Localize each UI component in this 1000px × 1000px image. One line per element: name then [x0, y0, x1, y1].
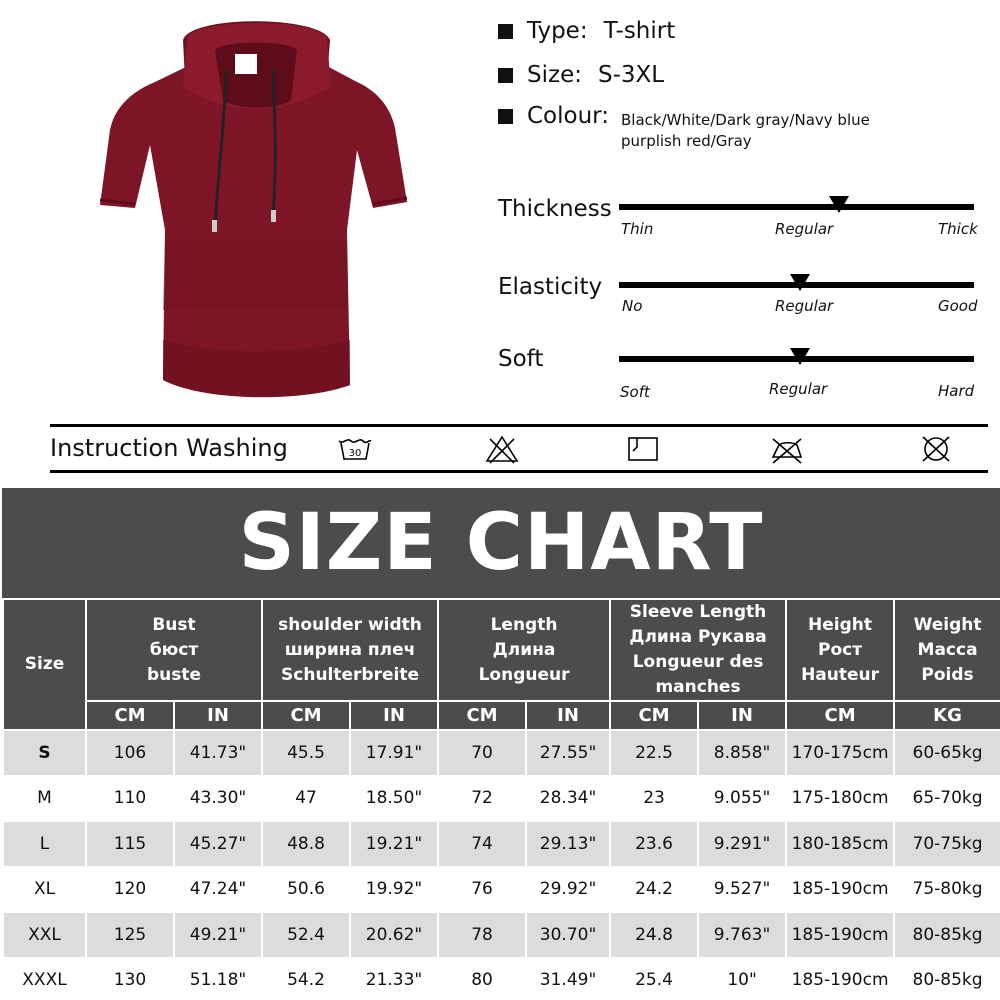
value-cell: 75-80kg: [894, 867, 1000, 913]
spec-size-value: S-3XL: [597, 62, 665, 88]
value-cell: 47: [262, 776, 350, 822]
spec-type-label: Type:: [527, 18, 588, 44]
spec-colour: [498, 103, 625, 129]
size-cell: S: [3, 730, 86, 776]
table-header-row: [3, 599, 1000, 701]
value-cell: 8.858": [698, 730, 786, 776]
header-line: manches: [655, 677, 741, 697]
header-length: [438, 599, 610, 701]
value-cell: 23: [610, 776, 698, 822]
slider-high: Good: [938, 297, 978, 315]
header-weight: [894, 599, 1000, 701]
header-line: Sleeve Length: [629, 602, 767, 622]
size-cell: L: [3, 821, 86, 867]
value-cell: 185-190cm: [786, 912, 894, 958]
wash-temp-label: 30: [348, 448, 362, 459]
value-cell: 9.291": [698, 821, 786, 867]
value-cell: 175-180cm: [786, 776, 894, 822]
value-cell: 72: [438, 776, 526, 822]
table-row: [3, 958, 1000, 1000]
spec-size-label: Size:: [527, 62, 582, 88]
unit-header: CM: [438, 701, 526, 730]
header-height: [786, 599, 894, 701]
value-cell: 48.8: [262, 821, 350, 867]
divider: [50, 470, 988, 473]
header-line: Длина: [492, 639, 556, 660]
unit-header: IN: [350, 701, 438, 730]
header-line: Longueur: [478, 664, 570, 685]
header-line: Height: [808, 614, 873, 635]
value-cell: 28.34": [526, 776, 610, 822]
header-line: Рост: [818, 639, 863, 660]
value-cell: 130: [86, 958, 174, 1000]
size-table: [2, 598, 1000, 1000]
washing-title: Instruction Washing: [50, 434, 288, 462]
value-cell: 25.4: [610, 958, 698, 1000]
size-chart-title: SIZE CHART: [238, 498, 764, 588]
value-cell: 27.55": [526, 730, 610, 776]
size-cell: M: [3, 776, 86, 822]
value-cell: 24.8: [610, 912, 698, 958]
value-cell: 17.91": [350, 730, 438, 776]
unit-header: IN: [174, 701, 262, 730]
value-cell: 9.527": [698, 867, 786, 913]
value-cell: 50.6: [262, 867, 350, 913]
spec-colour-label: Colour:: [527, 103, 609, 129]
value-cell: 80: [438, 958, 526, 1000]
value-cell: 115: [86, 821, 174, 867]
header-line: buste: [146, 664, 202, 685]
colour-line-2: purplish red/Gray: [621, 132, 752, 150]
slider-mid: Regular: [775, 297, 834, 315]
spec-type-value: T-shirt: [603, 18, 676, 44]
header-line: бюст: [149, 639, 199, 660]
value-cell: 52.4: [262, 912, 350, 958]
value-cell: 70-75kg: [894, 821, 1000, 867]
value-cell: 10": [698, 958, 786, 1000]
slider-label: Elasticity: [498, 274, 603, 300]
slider-track: [619, 204, 974, 210]
value-cell: 20.62": [350, 912, 438, 958]
value-cell: 80-85kg: [894, 912, 1000, 958]
unit-header: CM: [786, 701, 894, 730]
header-line: Weight: [913, 614, 982, 635]
value-cell: 43.30": [174, 776, 262, 822]
spec-type: [498, 18, 675, 44]
header-shoulder: [262, 599, 438, 701]
value-cell: 185-190cm: [786, 958, 894, 1000]
size-cell: XXL: [3, 912, 86, 958]
value-cell: 74: [438, 821, 526, 867]
value-cell: 180-185cm: [786, 821, 894, 867]
header-line: Schulterbreite: [281, 664, 419, 685]
header-line: Poids: [921, 664, 974, 685]
value-cell: 170-175cm: [786, 730, 894, 776]
bullet-square-icon: [498, 68, 513, 83]
wash-30-icon: [337, 433, 373, 465]
header-line: Длина Рукава: [629, 627, 767, 647]
header-line: Масса: [917, 639, 978, 660]
value-cell: 19.21": [350, 821, 438, 867]
unit-header: CM: [262, 701, 350, 730]
value-cell: 24.2: [610, 867, 698, 913]
slider-low: Thin: [621, 220, 654, 238]
value-cell: 65-70kg: [894, 776, 1000, 822]
header-line: Longueur des: [632, 652, 764, 672]
no-iron-icon: [769, 433, 805, 465]
slider-low: Soft: [620, 383, 650, 401]
slider-high: Hard: [938, 382, 975, 400]
value-cell: 22.5: [610, 730, 698, 776]
no-dry-clean-icon: [918, 433, 954, 465]
table-unit-row: [3, 701, 1000, 730]
slider-mid: Regular: [769, 380, 828, 398]
header-line: Hauteur: [801, 664, 880, 685]
slider-mid: Regular: [775, 220, 834, 238]
value-cell: 9.055": [698, 776, 786, 822]
value-cell: 120: [86, 867, 174, 913]
header-line: ширина плеч: [284, 639, 416, 660]
value-cell: 47.24": [174, 867, 262, 913]
table-row: [3, 912, 1000, 958]
slider-low: No: [622, 297, 643, 315]
value-cell: 125: [86, 912, 174, 958]
value-cell: 78: [438, 912, 526, 958]
value-cell: 106: [86, 730, 174, 776]
value-cell: 45.5: [262, 730, 350, 776]
size-cell: XXXL: [3, 958, 86, 1000]
value-cell: 18.50": [350, 776, 438, 822]
tumble-dry-icon: [625, 433, 661, 465]
table-row: [3, 821, 1000, 867]
product-image-hooded-tshirt: [95, 10, 425, 402]
value-cell: 21.33": [350, 958, 438, 1000]
slider-label: Soft: [498, 346, 544, 372]
slider-marker-icon: [790, 348, 810, 365]
header-line: Length: [490, 614, 558, 635]
value-cell: 9.763": [698, 912, 786, 958]
unit-header: IN: [526, 701, 610, 730]
value-cell: 49.21": [174, 912, 262, 958]
header-bust: [86, 599, 262, 701]
bullet-square-icon: [498, 24, 513, 39]
table-row: [3, 776, 1000, 822]
spec-size: [498, 62, 664, 88]
spec-colour-value: [621, 110, 870, 152]
size-cell: XL: [3, 867, 86, 913]
value-cell: 23.6: [610, 821, 698, 867]
size-chart: [0, 488, 1000, 1000]
value-cell: 29.92": [526, 867, 610, 913]
slider-high: Thick: [938, 220, 978, 238]
value-cell: 54.2: [262, 958, 350, 1000]
divider: [50, 424, 988, 427]
unit-header: CM: [610, 701, 698, 730]
colour-line-1: Black/White/Dark gray/Navy blue: [621, 111, 870, 129]
header-line: Bust: [152, 614, 196, 635]
unit-header: CM: [86, 701, 174, 730]
no-bleach-icon: [484, 433, 520, 465]
slider-marker-icon: [790, 274, 810, 291]
header-sleeve: [610, 599, 786, 701]
value-cell: 31.49": [526, 958, 610, 1000]
value-cell: 51.18": [174, 958, 262, 1000]
value-cell: 29.13": [526, 821, 610, 867]
table-row: [3, 867, 1000, 913]
bullet-square-icon: [498, 109, 513, 124]
unit-header: KG: [894, 701, 1000, 730]
value-cell: 80-85kg: [894, 958, 1000, 1000]
slider-marker-icon: [829, 196, 849, 213]
value-cell: 76: [438, 867, 526, 913]
value-cell: 41.73": [174, 730, 262, 776]
header-line: shoulder width: [278, 614, 422, 635]
value-cell: 185-190cm: [786, 867, 894, 913]
value-cell: 30.70": [526, 912, 610, 958]
unit-header: IN: [698, 701, 786, 730]
size-table-body: [3, 730, 1000, 1000]
value-cell: 60-65kg: [894, 730, 1000, 776]
size-header: Size: [3, 599, 86, 730]
table-row: [3, 730, 1000, 776]
value-cell: 110: [86, 776, 174, 822]
value-cell: 45.27": [174, 821, 262, 867]
slider-label: Thickness: [498, 196, 612, 222]
value-cell: 19.92": [350, 867, 438, 913]
value-cell: 70: [438, 730, 526, 776]
